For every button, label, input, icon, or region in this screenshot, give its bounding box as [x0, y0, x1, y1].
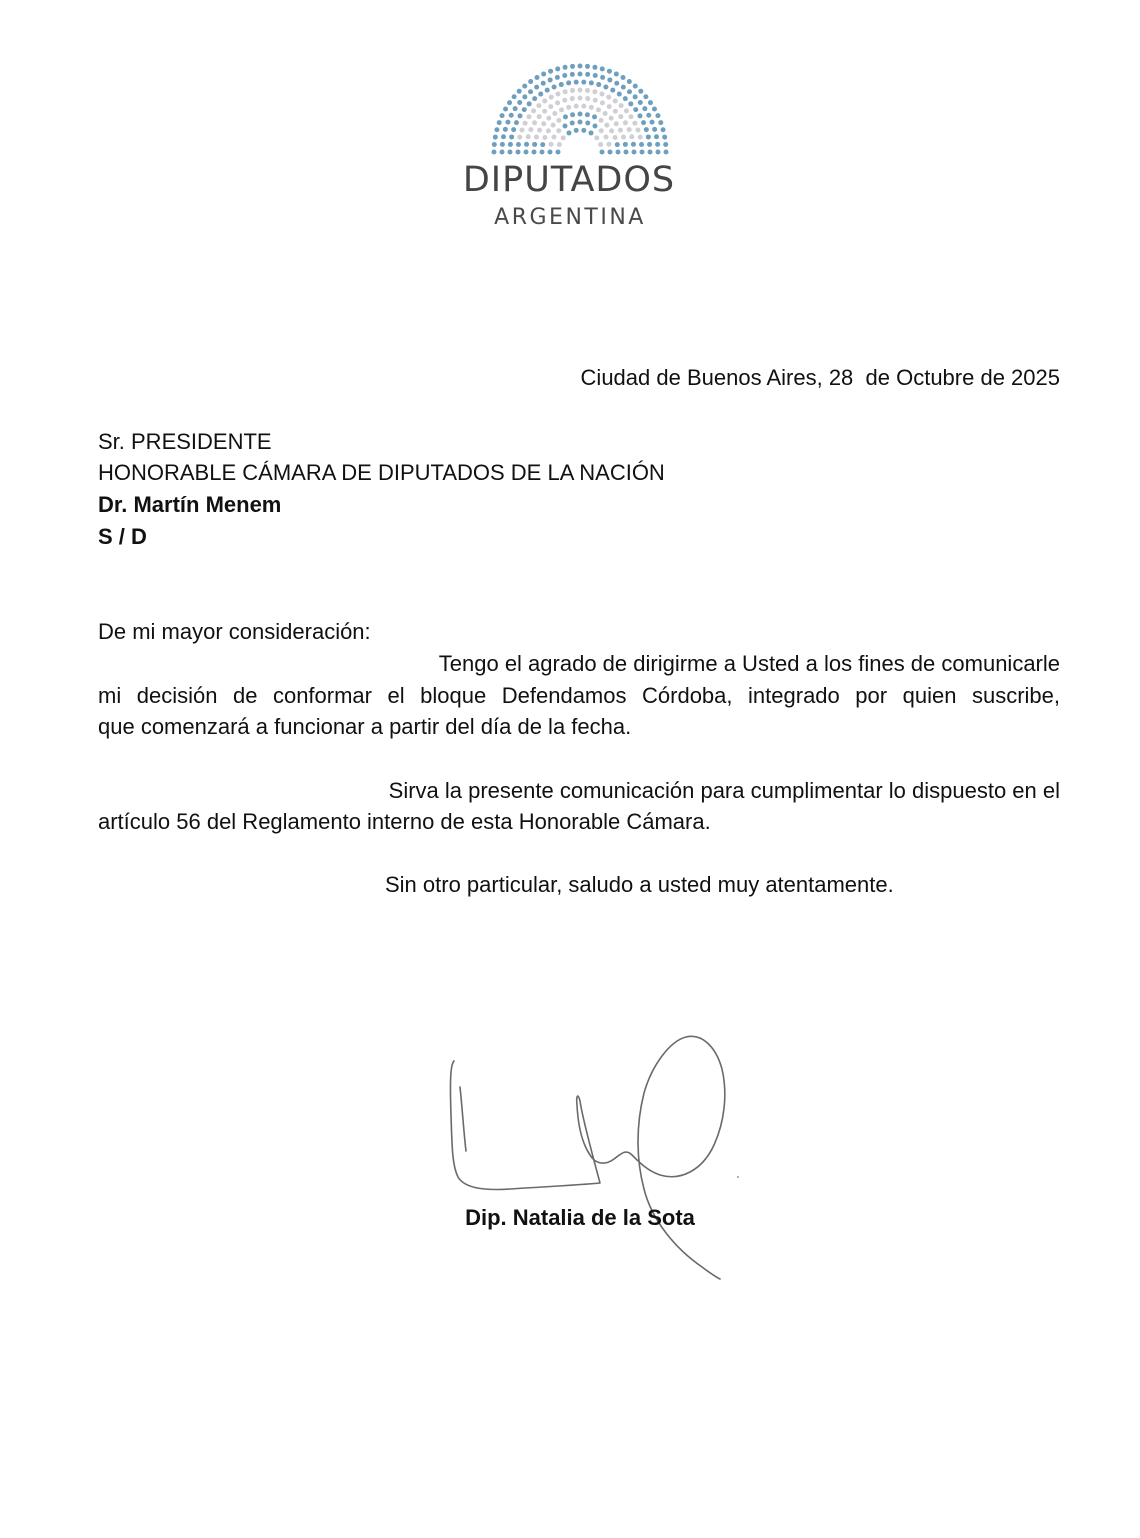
hemicycle-dot [552, 111, 557, 116]
hemicycle-dot [613, 135, 618, 140]
hemicycle-dot [610, 88, 615, 93]
hemicycle-dot [585, 96, 590, 101]
hemicycle-dot [594, 135, 599, 140]
hemicycle-dot [585, 64, 590, 69]
hemicycle-dot [606, 142, 611, 147]
hemicycle-dot [532, 96, 537, 101]
hemicycle-dot [652, 107, 657, 112]
hemicycle-dot [532, 142, 537, 147]
hemicycle-dot [603, 84, 608, 89]
hemicycle-dot [619, 103, 624, 108]
hemicycle-dot [607, 77, 612, 82]
hemicycle-dot [655, 142, 660, 147]
hemicycle-dot [578, 112, 583, 117]
hemicycle-dot [599, 92, 604, 97]
hemicycle-dot [621, 135, 626, 140]
hemicycle-dot [556, 92, 561, 97]
hemicycle-dot [556, 150, 561, 155]
hemicycle-dot [552, 84, 557, 89]
hemicycle-dot [624, 108, 629, 113]
hemicycle-dot [578, 64, 583, 69]
hemicycle-dot [559, 82, 564, 87]
hemicycle-dot [606, 95, 611, 100]
hemicycle-dot [632, 150, 637, 155]
hemicycle-dot [598, 142, 603, 147]
hemicycle-dot [545, 88, 550, 93]
hemicycle-dot [617, 92, 622, 97]
hemicycle-dot [536, 103, 541, 108]
hemicycle-dot [542, 109, 547, 114]
hemicycle-dot [542, 135, 547, 140]
addressee-title: Sr. PRESIDENTE [98, 429, 272, 454]
hemicycle-dot [535, 75, 540, 80]
hemicycle-dot [566, 105, 571, 110]
hemicycle-dot [526, 134, 531, 139]
hemicycle-dot [532, 150, 537, 155]
hemicycle-dot [528, 89, 533, 94]
hemicycle-dot [503, 127, 508, 132]
hemicycle-dot [585, 121, 590, 126]
hemicycle-dot [639, 142, 644, 147]
hemicycle-dot [644, 127, 649, 132]
hemicycle-dot [658, 120, 663, 125]
hemicycle-dot [646, 113, 651, 118]
hemicycle-dot [623, 96, 628, 101]
hemicycle-dot [551, 123, 556, 128]
hemicycle-dot [513, 106, 518, 111]
paragraph1-line3: que comenzará a funcionar a partir del día de la fecha. [98, 714, 632, 739]
hemicycle-dot [627, 127, 632, 132]
hemicycle-dot [609, 128, 614, 133]
hemicycle-dot [540, 150, 545, 155]
hemicycle-dot [642, 106, 647, 111]
hemicycle-dot [537, 114, 542, 119]
hemicycle-dot [528, 127, 533, 132]
hemicycle-dot [614, 72, 619, 77]
hemicycle-dot [570, 121, 575, 126]
hemicycle-dot [578, 96, 583, 101]
hemicycle-dot [516, 142, 521, 147]
hemicycle-dot [600, 150, 605, 155]
hemicycle-dot [503, 107, 508, 112]
hemicycle-dot [592, 89, 597, 94]
hemicycle-dot [654, 134, 659, 139]
hemicycle-dot [497, 120, 502, 125]
hemicycle-dot [570, 72, 575, 77]
hemicycle-dot [500, 113, 505, 118]
hemicycle-dot [532, 120, 537, 125]
hemicycle-dot [614, 81, 619, 86]
paragraph1-line2: mi decisión de conformar el bloque Defendamos Córdoba, integrado por quien suscribe, [98, 683, 1060, 708]
hemicycle-dot [534, 135, 539, 140]
hemicycle-dot [663, 142, 668, 147]
hemicycle-dot [615, 142, 620, 147]
hemicycle-dot [561, 135, 566, 140]
hemicycle-dot [629, 134, 634, 139]
hemicycle-dot [643, 94, 648, 99]
hemicycle-dot [514, 120, 519, 125]
hemicycle-dot [600, 100, 605, 105]
hemicycle-dot [603, 135, 608, 140]
hemicycle-dot [592, 65, 597, 70]
hemicycle-dot [589, 105, 594, 110]
hemicycle-dot [562, 98, 567, 103]
hemicycle-dot [540, 142, 545, 147]
hemicycle-dot [501, 134, 506, 139]
hemicycle-dot [492, 150, 497, 155]
hemicycle-dot [505, 120, 510, 125]
paragraph2-line2: artículo 56 del Reglamento interno de esta Honorable Cámara. [98, 809, 711, 834]
hemicycle-dot [618, 114, 623, 119]
hemicycle-dot [633, 107, 638, 112]
hemicycle-dot [581, 128, 586, 133]
hemicycle-dot [500, 150, 505, 155]
hemicycle-dot [517, 135, 522, 140]
hemicycle-dot [563, 89, 568, 94]
hemicycle-dot [570, 64, 575, 69]
hemicycle-dot [527, 101, 532, 106]
hemicycle-dot [570, 96, 575, 101]
hemicycle-dot [492, 142, 497, 147]
hemicycle-dot [627, 79, 632, 84]
hemicycle-dot [557, 142, 562, 147]
signer-name: Dip. Natalia de la Sota [465, 1205, 695, 1230]
hemicycle-dot [555, 66, 560, 71]
logo-title: DIPUTADOS [462, 160, 676, 200]
hemicycle-dot [512, 94, 517, 99]
hemicycle-dot [494, 127, 499, 132]
closing: Sin otro particular, saludo a usted muy atentamente. [385, 872, 894, 897]
hemicycle-dot [661, 127, 666, 132]
hemicycle-dot [638, 100, 643, 105]
salutation: De mi mayor consideración: [98, 619, 371, 644]
hemicycle-dot [552, 135, 557, 140]
hemicycle-dot [593, 73, 598, 78]
hemicycle-dot [633, 84, 638, 89]
hemicycle-dot [614, 121, 619, 126]
hemicycle-dot [607, 104, 612, 109]
hemicycle-dots-icon [480, 58, 680, 158]
hemicycle-dot [524, 150, 529, 155]
hemicycle-dot [631, 142, 636, 147]
hemicycle-dot [585, 72, 590, 77]
hemicycle-dot [648, 150, 653, 155]
hemicycle-dot [585, 88, 590, 93]
hemicycle-dot [509, 113, 514, 118]
hemicycle-dot [592, 114, 597, 119]
hemicycle-dot [578, 88, 583, 93]
hemicycle-dot [548, 104, 553, 109]
hemicycle-dot [534, 85, 539, 90]
hemicycle-dot [574, 128, 579, 133]
hemicycle-dot [635, 128, 640, 133]
hemicycle-dot [599, 118, 604, 123]
hemicycle-dot [596, 82, 601, 87]
hemicycle-dot [633, 94, 638, 99]
hemicycle-dot [555, 100, 560, 105]
hemicycle-dot [542, 98, 547, 103]
hemicycle-dot [664, 150, 669, 155]
hemicycle-dot [647, 142, 652, 147]
hemicycle-dot [628, 101, 633, 106]
hemicycle-dot [623, 120, 628, 125]
hemicycle-dot [567, 130, 572, 135]
hemicycle-dot [548, 69, 553, 74]
hemicycle-dot [593, 98, 598, 103]
hemicycle-dot [528, 79, 533, 84]
hemicycle-dot [518, 113, 523, 118]
hemicycle-dot [522, 107, 527, 112]
hemicycle-dot [600, 66, 605, 71]
hemicycle-dot [621, 75, 626, 80]
hemicycle-dot [556, 118, 561, 123]
hemicycle-dot [562, 73, 567, 78]
hemicycle-dot [570, 112, 575, 117]
hemicycle-dot [632, 121, 637, 126]
hemicycle-dot [609, 116, 614, 121]
hemicycle-dot [638, 135, 643, 140]
hemicycle-dot [517, 89, 522, 94]
hemicycle-dot [509, 134, 514, 139]
paragraph2-line1: Sirva la presente comunicación para cumplimentar lo dispuesto en el [388, 778, 1060, 803]
addressee-institution: HONORABLE CÁMARA DE DIPUTADOS DE LA NACIÓN [98, 460, 665, 485]
hemicycle-dot [517, 100, 522, 105]
hemicycle-dot [624, 150, 629, 155]
hemicycle-dot [646, 134, 651, 139]
hemicycle-dot [523, 121, 528, 126]
hemicycle-dot [541, 121, 546, 126]
hemicycle-dot [600, 75, 605, 80]
hemicycle-dot [522, 94, 527, 99]
hemicycle-dot [500, 142, 505, 147]
hemicycle-dot [613, 98, 618, 103]
hemicycle-dot [563, 65, 568, 70]
hemicycle-dot [548, 77, 553, 82]
hemicycle-dot [570, 88, 575, 93]
addressee-sd: S / D [98, 524, 147, 549]
hemicycle-dot [516, 150, 521, 155]
handwritten-signature-icon [440, 1025, 760, 1285]
hemicycle-dot [508, 150, 513, 155]
hemicycle-dot [596, 107, 601, 112]
hemicycle-dot [662, 135, 667, 140]
hemicycle-dot [627, 89, 632, 94]
paragraph1-line1: Tengo el agrado de dirigirme a Usted a los fines de comunicarle [438, 651, 1060, 676]
hemicycle-dot [608, 150, 613, 155]
hemicycle-dot [555, 75, 560, 80]
hemicycle-dot [640, 150, 645, 155]
hemicycle-dot [603, 111, 608, 116]
hemicycle-dot [641, 120, 646, 125]
hemicycle-dot [648, 100, 653, 105]
hemicycle-dot [638, 89, 643, 94]
hemicycle-dot [581, 80, 586, 85]
hemicycle-dot [520, 128, 525, 133]
addressee-name: Dr. Martín Menem [98, 492, 282, 517]
hemicycle-dot [623, 142, 628, 147]
hemicycle-dot [652, 127, 657, 132]
hemicycle-dot [508, 142, 513, 147]
hemicycle-dot [541, 81, 546, 86]
hemicycle-dot [526, 114, 531, 119]
hemicycle-dot [541, 72, 546, 77]
hemicycle-dot [581, 104, 586, 109]
hemicycle-dot [599, 128, 604, 133]
hemicycle-dot [621, 85, 626, 90]
hemicycle-dot [589, 130, 594, 135]
hemicycle-dot [574, 104, 579, 109]
hemicycle-dot [578, 120, 583, 125]
hemicycle-dot [507, 100, 512, 105]
hemicycle-dot [546, 116, 551, 121]
hemicycle-dot [493, 135, 498, 140]
hemicycle-dot [650, 120, 655, 125]
hemicycle-dot [511, 127, 516, 132]
hemicycle-dot [549, 142, 554, 147]
hemicycle-dot [585, 112, 590, 117]
logo-subtitle: ARGENTINA [494, 205, 646, 230]
hemicycle-dot [655, 113, 660, 118]
hemicycle-dot [593, 124, 598, 129]
hemicycle-dot [563, 124, 568, 129]
hemicycle-dot [618, 128, 623, 133]
hemicycle-dot [537, 128, 542, 133]
hemicycle-dot [607, 69, 612, 74]
hemicycle-dot [589, 80, 594, 85]
hemicycle-dot [629, 114, 634, 119]
hemicycle-dot [524, 142, 529, 147]
hemicycle-dot [616, 150, 621, 155]
hemicycle-dot [556, 128, 561, 133]
date-line: Ciudad de Buenos Aires, 28 de Octubre de 2025 [580, 365, 1060, 390]
hemicycle-dot [656, 150, 661, 155]
hemicycle-dot [604, 123, 609, 128]
hemicycle-dot [574, 80, 579, 85]
hemicycle-dot [546, 128, 551, 133]
hemicycle-dot [531, 108, 536, 113]
hemicycle-dot [637, 113, 642, 118]
hemicycle-dot [549, 95, 554, 100]
hemicycle-dot [559, 107, 564, 112]
hemicycle-dot [563, 114, 568, 119]
hemicycle-dot [578, 72, 583, 77]
hemicycle-dot [522, 84, 527, 89]
hemicycle-dot [538, 92, 543, 97]
hemicycle-dot [613, 109, 618, 114]
hemicycle-dot [566, 80, 571, 85]
hemicycle-dot [548, 150, 553, 155]
